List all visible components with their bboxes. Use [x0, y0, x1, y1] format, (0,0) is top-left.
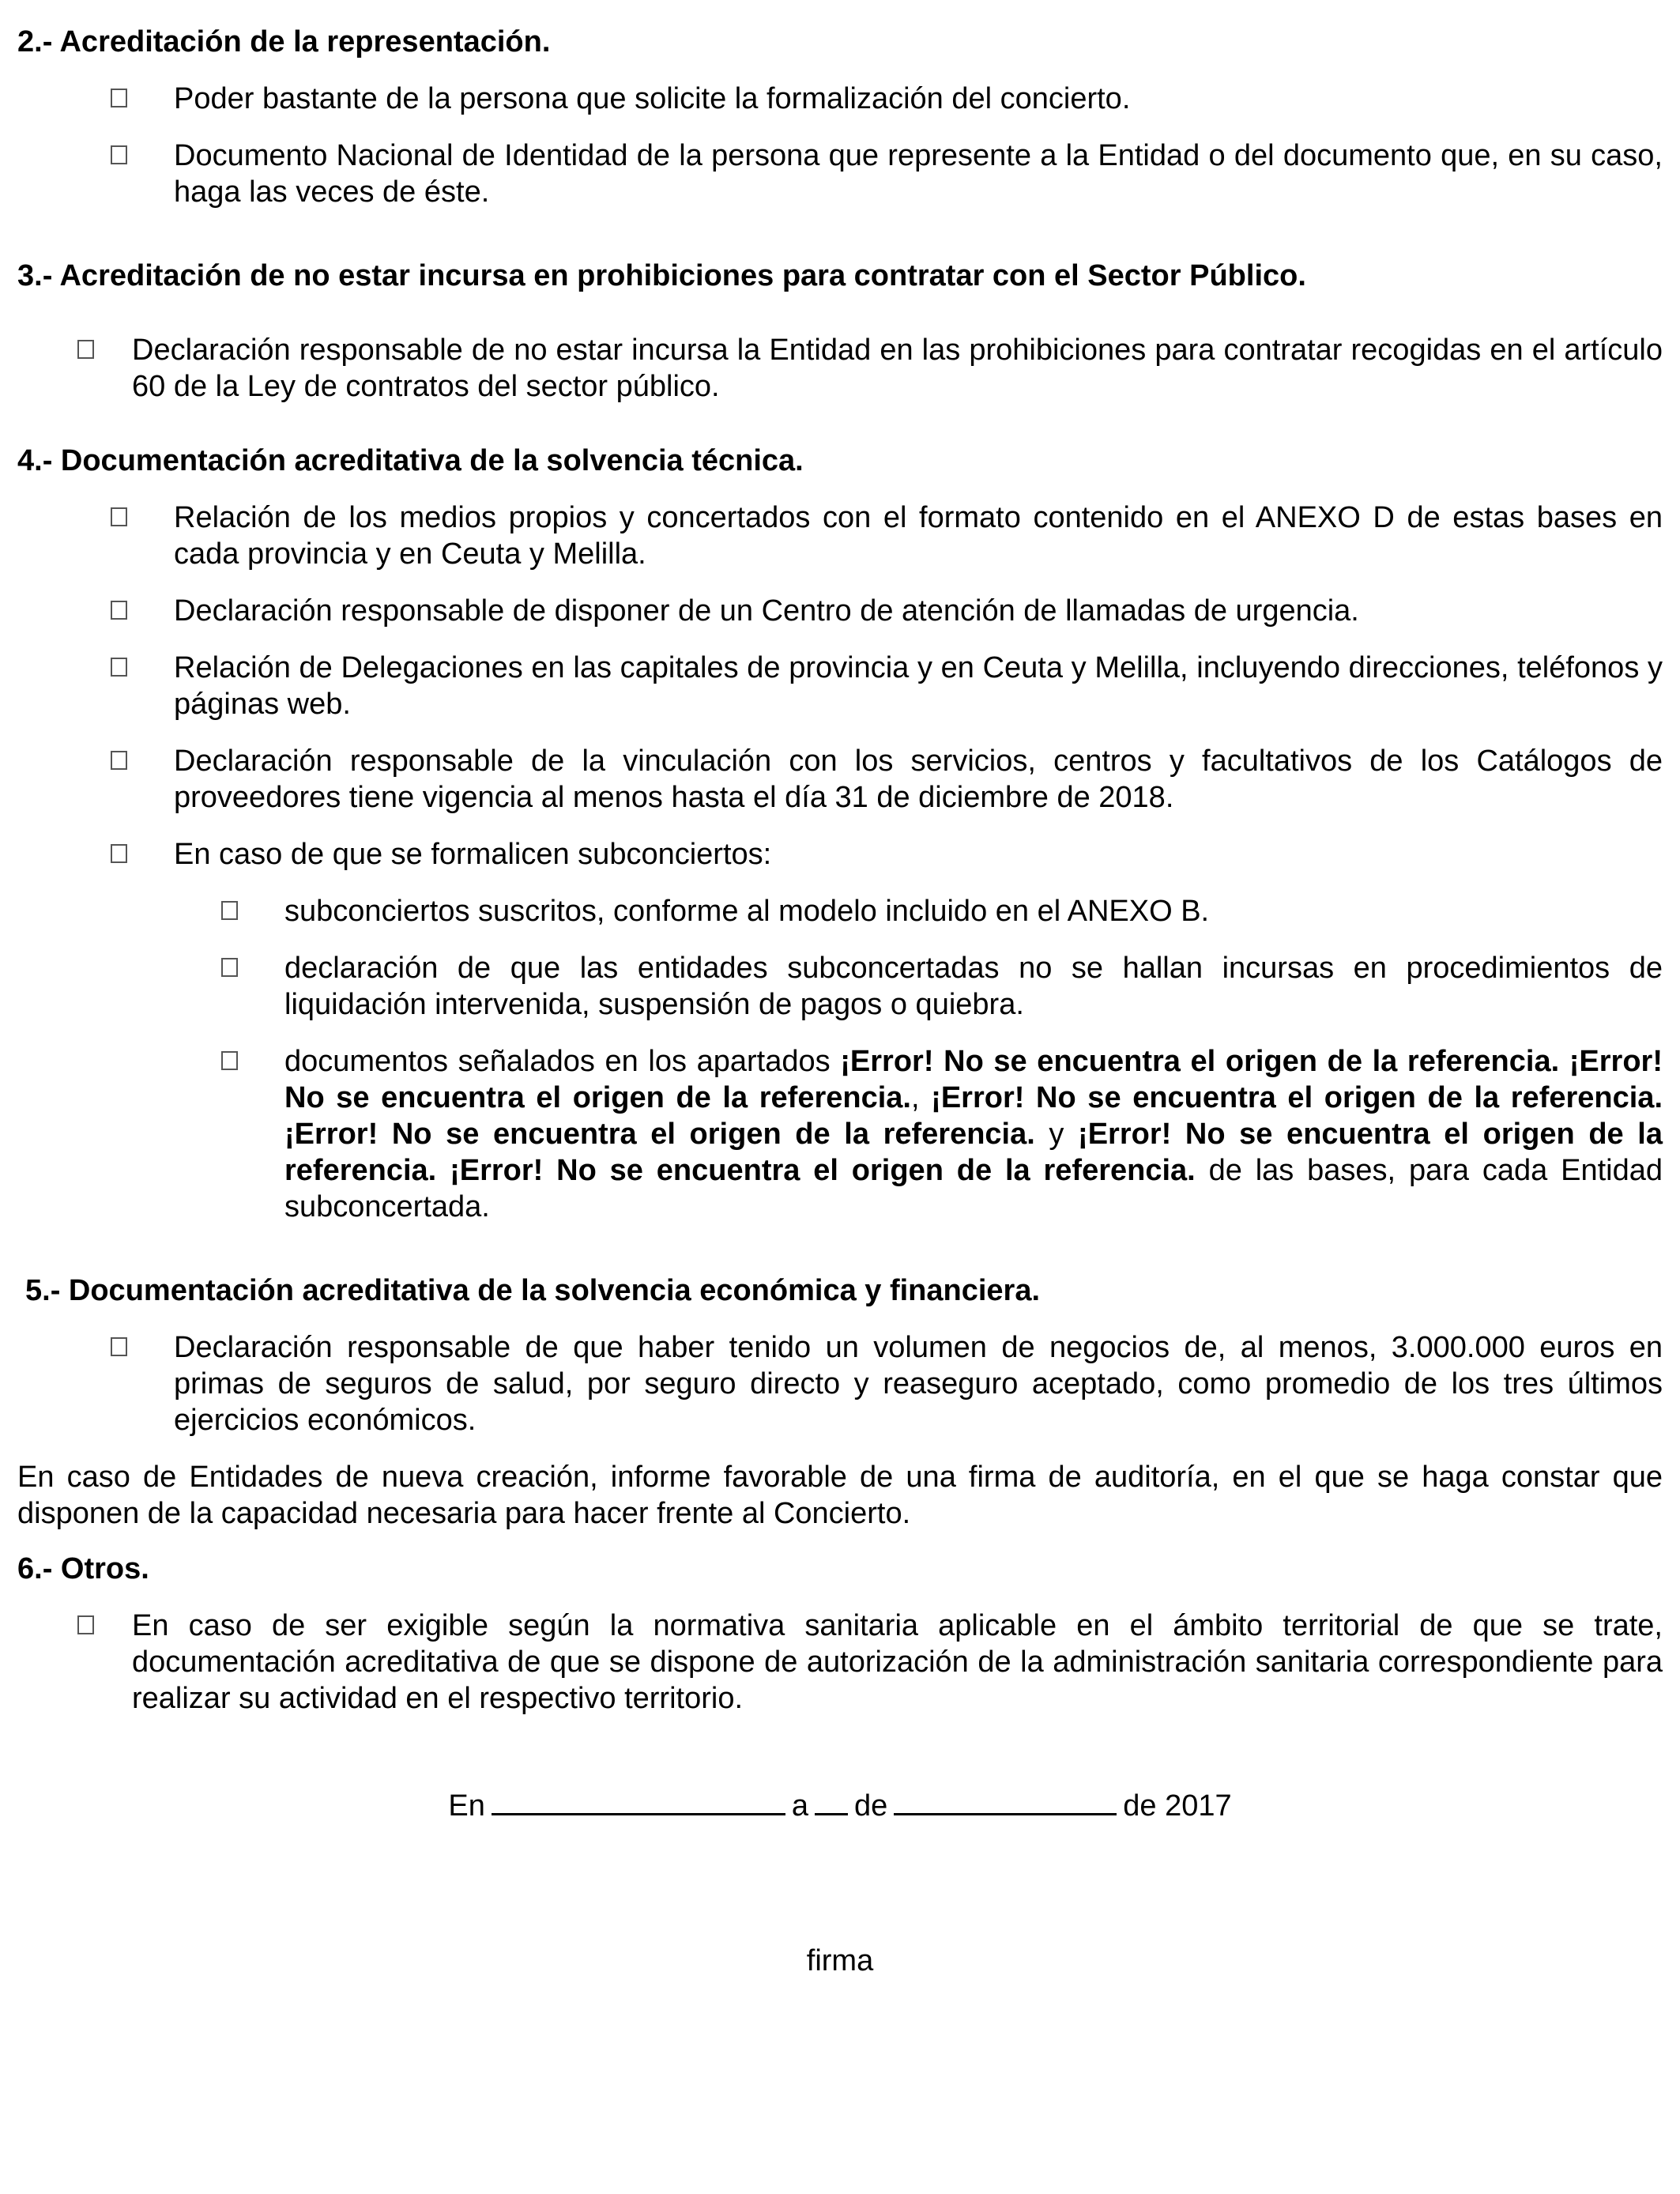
- item-text: Declaración responsable de la vinculación con los servicios, centros y facultativos de los Catálogos de proveedores tiene vigencia al menos hasta el día 31 de diciembre de 2018.: [174, 745, 1663, 814]
- checkbox-icon[interactable]: [111, 89, 127, 107]
- section-5-heading: 5.- Documentación acreditativa de la solvencia económica y financiera.: [25, 1274, 1041, 1307]
- checkbox-icon[interactable]: [111, 601, 127, 620]
- checkbox-item: [17, 1608, 1663, 1717]
- checkbox-icon[interactable]: [77, 340, 94, 359]
- item-text: documentos señalados en los apartados: [284, 1045, 841, 1078]
- date-year-label: de 2017: [1123, 1789, 1232, 1823]
- checkbox-item: [17, 138, 1663, 210]
- item-text: En caso de que se formalicen subconciertos:: [174, 838, 772, 871]
- item-text: Declaración responsable de disponer de un Centro de atención de llamadas de urgencia.: [174, 594, 1359, 628]
- section-4-heading: 4.- Documentación acreditativa de la solvencia técnica.: [17, 444, 804, 477]
- item-text: Declaración responsable de que haber tenido un volumen de negocios de, al menos, 3.000.000 euros en primas de seguros de salud, por seguro directo y reaseguro aceptado, como promedio de los tres últimos ejercicios económicos.: [174, 1331, 1663, 1437]
- date-de-label: de: [853, 1789, 888, 1823]
- checkbox-icon[interactable]: [111, 658, 127, 677]
- section-2-heading: 2.- Acreditación de la representación.: [17, 25, 551, 58]
- checkbox-icon[interactable]: [111, 1337, 127, 1356]
- date-a-label: a: [791, 1789, 808, 1823]
- sub-checkbox-item: [17, 893, 1663, 929]
- place-date-line: [17, 1786, 1663, 1824]
- checkbox-icon[interactable]: [221, 958, 238, 977]
- section-3-heading: 3.- Acreditación de no estar incursa en prohibiciones para contratar con el Sector Público.: [17, 259, 1306, 292]
- item-text: de las bases, para cada Entidad subconcertada.: [284, 1154, 1663, 1223]
- item-text: En caso de ser exigible según la normativa sanitaria aplicable en el ámbito territorial de que se trate, documentación acreditativa de que se dispone de autorización de la administración sanitaria correspondiente para realizar su actividad en el respectivo territorio.: [132, 1609, 1663, 1715]
- checkbox-item: [17, 81, 1663, 117]
- reference-error: ¡Error! No se encuentra el origen de la referencia. ¡Error! No se encuentra el origen de la referencia.: [284, 1045, 1663, 1114]
- item-text: y: [1034, 1118, 1079, 1151]
- checkbox-item: [17, 593, 1663, 629]
- checkbox-item: [17, 1329, 1663, 1438]
- checkbox-icon[interactable]: [221, 901, 238, 920]
- document-page: [17, 22, 1663, 1979]
- signature-label: firma: [806, 1944, 874, 1977]
- sub-checkbox-item: [17, 950, 1663, 1023]
- checkbox-item: [17, 836, 1663, 873]
- reference-error: ¡Error! No se encuentra el origen de la referencia. ¡Error! No se encuentra el origen de la referencia.: [284, 1118, 1663, 1187]
- checkbox-icon[interactable]: [221, 1051, 238, 1070]
- item-text: subconciertos suscritos, conforme al modelo incluido en el ANEXO B.: [284, 895, 1210, 928]
- place-blank[interactable]: [492, 1786, 785, 1815]
- sub-checkbox-item: [17, 1043, 1663, 1225]
- checkbox-icon[interactable]: [77, 1615, 94, 1634]
- reference-error: ¡Error! No se encuentra el origen de la referencia. ¡Error! No se encuentra el origen de la referencia.: [284, 1081, 1663, 1151]
- date-en-label: En: [448, 1789, 485, 1823]
- checkbox-icon[interactable]: [111, 507, 127, 526]
- item-text: Relación de Delegaciones en las capitales de provincia y en Ceuta y Melilla, incluyendo direcciones, teléfonos y páginas web.: [174, 651, 1663, 721]
- checkbox-icon[interactable]: [111, 844, 127, 863]
- checkbox-item: [17, 332, 1663, 405]
- item-text: Relación de los medios propios y concertados con el formato contenido en el ANEXO D de estas bases en cada provincia y en Ceuta y Melilla.: [174, 501, 1663, 571]
- checkbox-item: [17, 743, 1663, 816]
- section-6-heading: 6.- Otros.: [17, 1552, 149, 1585]
- checkbox-icon[interactable]: [111, 751, 127, 770]
- checkbox-item: [17, 499, 1663, 572]
- day-blank[interactable]: [815, 1786, 848, 1815]
- checkbox-item: [17, 650, 1663, 722]
- new-entity-note: En caso de Entidades de nueva creación, informe favorable de una firma de auditoría, en el que se haga constar que disponen de la capacidad necesaria para hacer frente al Concierto.: [17, 1461, 1663, 1530]
- item-text: ,: [910, 1081, 932, 1114]
- month-blank[interactable]: [894, 1786, 1117, 1815]
- item-text: Poder bastante de la persona que solicite la formalización del concierto.: [174, 82, 1131, 115]
- item-text: Declaración responsable de no estar incursa la Entidad en las prohibiciones para contratar recogidas en el artículo 60 de la Ley de contratos del sector público.: [132, 334, 1663, 403]
- item-text: declaración de que las entidades subconcertadas no se hallan incursas en procedimientos de liquidación intervenida, suspensión de pagos o quiebra.: [284, 952, 1663, 1021]
- item-text: Documento Nacional de Identidad de la persona que represente a la Entidad o del documento que, en su caso, haga las veces de éste.: [174, 139, 1663, 209]
- checkbox-icon[interactable]: [111, 145, 127, 164]
